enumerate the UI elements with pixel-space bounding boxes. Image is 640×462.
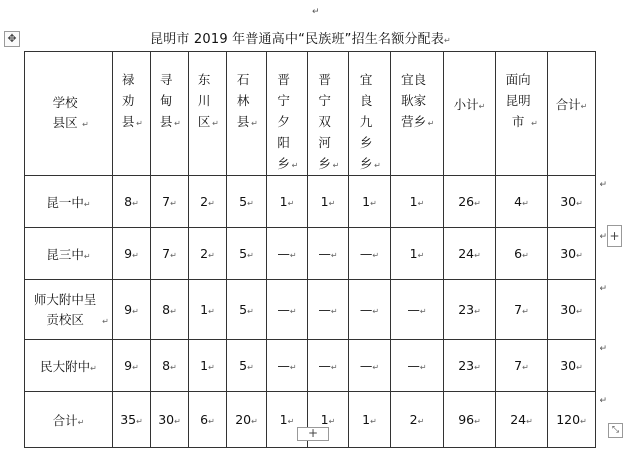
quota-value: — <box>359 358 373 373</box>
cell-end-mark: ↵ <box>522 363 529 372</box>
header-label: 合计 <box>555 97 581 112</box>
quota-cell[interactable] <box>444 392 496 448</box>
cell-end-mark: ↵ <box>372 251 380 260</box>
header-cell[interactable] <box>444 52 496 176</box>
quota-value: 9 <box>124 302 133 317</box>
cell-end-mark: ↵ <box>526 417 533 426</box>
quota-cell[interactable] <box>391 392 444 448</box>
quota-value: 4 <box>514 194 523 209</box>
quota-value: 5 <box>239 358 248 373</box>
cell-end-mark: ↵ <box>291 161 299 170</box>
quota-cell[interactable] <box>349 340 391 392</box>
quota-cell[interactable] <box>113 280 151 340</box>
quota-cell[interactable] <box>227 176 267 228</box>
header-label: 学校县区 <box>52 95 78 130</box>
quota-cell[interactable] <box>113 176 151 228</box>
quota-value: 7 <box>514 358 523 373</box>
cell-end-mark: ↵ <box>289 363 297 372</box>
quota-value: 30 <box>560 246 577 261</box>
quota-cell[interactable] <box>444 176 496 228</box>
cell-end-mark: ↵ <box>330 251 338 260</box>
cell-end-mark: ↵ <box>478 102 486 111</box>
quota-value: 5 <box>239 302 248 317</box>
quota-value: 5 <box>239 194 248 209</box>
quota-value: 2 <box>409 412 418 427</box>
cell-end-mark: ↵ <box>208 307 215 316</box>
cell-end-mark: ↵ <box>208 363 215 372</box>
quota-cell[interactable] <box>151 228 189 280</box>
quota-cell[interactable] <box>227 340 267 392</box>
quota-cell[interactable] <box>308 176 349 228</box>
cell-end-mark: ↵ <box>287 199 295 208</box>
quota-value: — <box>277 302 290 317</box>
quota-cell[interactable] <box>151 280 189 340</box>
row-end-mark: ↵ <box>599 232 607 242</box>
school-name: 民大附中 <box>40 358 91 374</box>
table-row <box>25 340 596 392</box>
quota-value: 6 <box>200 412 209 427</box>
quota-cell[interactable] <box>391 176 444 228</box>
cell-end-mark: ↵ <box>332 161 340 170</box>
quota-cell[interactable] <box>548 176 607 228</box>
cell-end-mark: ↵ <box>170 363 177 372</box>
cell-end-mark: ↵ <box>474 363 481 372</box>
quota-cell[interactable] <box>349 176 391 228</box>
quota-value: 96 <box>458 412 475 427</box>
cell-end-mark: ↵ <box>170 199 177 208</box>
quota-cell[interactable] <box>308 228 349 280</box>
cell-end-mark: ↵ <box>208 251 215 260</box>
quota-cell[interactable] <box>444 228 496 280</box>
cell-end-mark: ↵ <box>474 199 481 208</box>
cell-end-mark: ↵ <box>370 417 377 426</box>
quota-value: — <box>318 246 331 261</box>
quota-value: 7 <box>162 246 171 261</box>
cell-end-mark: ↵ <box>330 307 338 316</box>
quota-value: — <box>359 246 373 261</box>
quota-cell[interactable] <box>349 228 391 280</box>
quota-cell[interactable] <box>189 176 227 228</box>
cell-end-mark: ↵ <box>374 161 381 170</box>
header-cell[interactable] <box>227 52 267 176</box>
cell-end-mark: ↵ <box>576 363 583 372</box>
quota-value: 1 <box>200 302 209 317</box>
paragraph-mark-top: ↵ <box>312 7 320 17</box>
quota-value: 8 <box>124 194 133 209</box>
quota-value: 6 <box>514 246 523 261</box>
quota-cell[interactable] <box>227 280 267 340</box>
cell-end-mark: ↵ <box>580 102 588 111</box>
quota-value: — <box>277 246 290 261</box>
header-label: 晋宁双河乡 <box>318 72 331 171</box>
cell-end-mark: ↵ <box>330 363 338 372</box>
quota-cell[interactable] <box>349 392 391 448</box>
school-name-cell[interactable] <box>25 340 113 392</box>
quota-value: 1 <box>362 412 371 427</box>
quota-cell[interactable] <box>308 340 349 392</box>
header-row <box>25 52 596 176</box>
quota-value: — <box>407 302 420 317</box>
quota-value: 1 <box>362 194 371 209</box>
cell-end-mark: ↵ <box>136 119 143 128</box>
quota-cell[interactable] <box>113 228 151 280</box>
quota-value: — <box>407 358 420 373</box>
cell-end-mark: ↵ <box>174 119 181 128</box>
quota-cell[interactable] <box>548 228 607 280</box>
row-end-mark: ↵ <box>599 284 607 294</box>
cell-end-mark: ↵ <box>132 199 139 208</box>
cell-end-mark: ↵ <box>328 417 336 426</box>
quota-value: — <box>277 358 290 373</box>
header-label: 宜良耿家营乡 <box>401 72 427 129</box>
quota-value: 23 <box>458 358 475 373</box>
cell-end-mark: ↵ <box>287 417 295 426</box>
cell-end-mark: ↵ <box>417 199 425 208</box>
quota-value: — <box>359 302 373 317</box>
cell-end-mark: ↵ <box>102 316 109 326</box>
quota-value: 2 <box>200 246 209 261</box>
header-cell[interactable] <box>113 52 151 176</box>
cell-end-mark: ↵ <box>247 307 254 316</box>
quota-value: — <box>318 302 331 317</box>
cell-end-mark: ↵ <box>174 417 181 426</box>
quota-value: 1 <box>279 194 288 209</box>
quota-cell[interactable] <box>444 340 496 392</box>
row-end-mark: ↵ <box>599 180 607 190</box>
quota-cell[interactable] <box>227 392 267 448</box>
document-title <box>150 28 510 47</box>
quota-cell[interactable] <box>496 392 548 448</box>
header-cell[interactable] <box>391 52 444 176</box>
cell-end-mark: ↵ <box>417 251 425 260</box>
table-row <box>25 228 596 280</box>
header-label: 宜良九乡乡 <box>359 72 373 171</box>
header-label: 石林县 <box>236 72 250 129</box>
header-cell[interactable] <box>151 52 189 176</box>
cell-end-mark: ↵ <box>474 307 481 316</box>
cell-end-mark: ↵ <box>522 199 529 208</box>
cell-end-mark: ↵ <box>370 199 377 208</box>
cell-end-mark: ↵ <box>132 307 139 316</box>
quota-value: 1 <box>279 412 288 427</box>
quota-value: 8 <box>162 302 171 317</box>
quota-cell[interactable] <box>444 280 496 340</box>
school-name-cell[interactable] <box>25 280 113 340</box>
quota-cell[interactable] <box>496 176 548 228</box>
cell-end-mark: ↵ <box>132 251 139 260</box>
quota-value: 9 <box>124 358 133 373</box>
cell-end-mark: ↵ <box>522 251 529 260</box>
title-text: 昆明市 2019 年普通高中“民族班”招生名额分配表 <box>150 32 445 47</box>
cell-end-mark: ↵ <box>576 251 583 260</box>
quota-cell[interactable] <box>267 228 308 280</box>
cell-end-mark: ↵ <box>170 251 177 260</box>
row-end-mark: ↵ <box>599 344 607 354</box>
quota-value: 7 <box>514 302 523 317</box>
quota-cell[interactable] <box>113 392 151 448</box>
cell-end-mark: ↵ <box>372 307 380 316</box>
cell-end-mark: ↵ <box>208 417 215 426</box>
cell-end-mark: ↵ <box>132 363 139 372</box>
cell-end-mark: ↵ <box>247 251 254 260</box>
cell-end-mark: ↵ <box>522 307 529 316</box>
quota-cell[interactable] <box>548 392 607 448</box>
quota-cell[interactable] <box>151 340 189 392</box>
cell-end-mark: ↵ <box>212 119 219 128</box>
quota-cell[interactable] <box>189 340 227 392</box>
header-label: 晋宁夕阳乡 <box>277 72 290 171</box>
quota-value: 2 <box>200 194 209 209</box>
quota-value: 1 <box>320 194 329 209</box>
school-name-cell[interactable] <box>25 176 113 228</box>
quota-value: 5 <box>239 246 248 261</box>
quota-value: 24 <box>458 246 475 261</box>
cell-end-mark: ↵ <box>170 307 177 316</box>
quota-cell[interactable] <box>227 228 267 280</box>
header-label: 寻甸县 <box>159 72 173 129</box>
quota-cell[interactable] <box>189 228 227 280</box>
paragraph-mark: ↵ <box>444 36 451 45</box>
header-cell[interactable] <box>25 52 113 176</box>
quota-value: 35 <box>120 412 137 427</box>
cell-end-mark: ↵ <box>90 363 97 373</box>
quota-cell[interactable] <box>548 280 607 340</box>
table-move-handle-icon[interactable]: ✥ <box>4 31 20 47</box>
cell-end-mark: ↵ <box>247 199 254 208</box>
quota-cell[interactable] <box>151 392 189 448</box>
quota-cell[interactable] <box>496 280 548 340</box>
cell-end-mark: ↵ <box>289 251 297 260</box>
quota-value: 24 <box>510 412 527 427</box>
cell-end-mark: ↵ <box>576 307 583 316</box>
add-column-button[interactable]: + <box>607 225 622 247</box>
school-name-cell[interactable] <box>25 228 113 280</box>
cell-end-mark: ↵ <box>328 199 336 208</box>
row-end-mark: ↵ <box>599 396 607 406</box>
quota-cell[interactable] <box>189 280 227 340</box>
header-cell[interactable] <box>308 52 349 176</box>
table-row <box>25 176 596 228</box>
school-name: 合计 <box>52 412 78 428</box>
cell-end-mark: ↵ <box>82 120 89 129</box>
quota-cell[interactable] <box>151 176 189 228</box>
quota-cell[interactable] <box>267 340 308 392</box>
cell-end-mark: ↵ <box>83 251 91 261</box>
cell-end-mark: ↵ <box>419 307 427 316</box>
header-cell[interactable] <box>267 52 308 176</box>
table-row <box>25 280 596 340</box>
cell-end-mark: ↵ <box>247 363 254 372</box>
quota-cell[interactable] <box>189 392 227 448</box>
quota-value: 30 <box>560 358 577 373</box>
cell-end-mark: ↵ <box>251 119 258 128</box>
quota-cell[interactable] <box>496 228 548 280</box>
header-cell[interactable] <box>548 52 596 176</box>
table-resize-handle-icon[interactable]: ⤡ <box>608 423 623 438</box>
quota-value: 1 <box>320 412 329 427</box>
quota-value: 1 <box>409 194 418 209</box>
quota-value: 9 <box>124 246 133 261</box>
cell-end-mark: ↵ <box>474 251 481 260</box>
cell-end-mark: ↵ <box>576 199 583 208</box>
cell-end-mark: ↵ <box>419 363 427 372</box>
quota-cell[interactable] <box>391 280 444 340</box>
quota-cell[interactable] <box>267 176 308 228</box>
cell-end-mark: ↵ <box>580 417 587 426</box>
school-name-cell[interactable] <box>25 392 113 448</box>
quota-value: 1 <box>409 246 418 261</box>
quota-cell[interactable] <box>496 340 548 392</box>
quota-value: — <box>318 358 331 373</box>
cell-end-mark: ↵ <box>531 119 538 128</box>
quota-cell[interactable] <box>308 280 349 340</box>
header-label: 东川区 <box>197 72 211 129</box>
quota-cell[interactable] <box>391 340 444 392</box>
cell-end-mark: ↵ <box>251 417 258 426</box>
quota-value: 23 <box>458 302 475 317</box>
header-cell[interactable] <box>496 52 548 176</box>
quota-cell[interactable] <box>391 228 444 280</box>
cell-end-mark: ↵ <box>83 199 91 209</box>
quota-value: 26 <box>458 194 475 209</box>
quota-cell[interactable] <box>548 340 607 392</box>
school-name: 昆三中 <box>46 246 84 262</box>
cell-end-mark: ↵ <box>427 119 435 128</box>
school-name: 师大附中呈贡校区 <box>33 291 97 327</box>
header-cell[interactable] <box>189 52 227 176</box>
header-label: 小计 <box>453 97 479 112</box>
quota-cell[interactable] <box>113 340 151 392</box>
header-label: 禄劝县 <box>121 72 135 129</box>
quota-table <box>24 51 607 448</box>
cell-end-mark: ↵ <box>417 417 425 426</box>
cell-end-mark: ↵ <box>372 363 380 372</box>
quota-value: 7 <box>162 194 171 209</box>
quota-value: 1 <box>200 358 209 373</box>
school-name: 昆一中 <box>46 194 84 210</box>
quota-value: 8 <box>162 358 171 373</box>
cell-end-mark: ↵ <box>474 417 481 426</box>
add-row-button[interactable]: + <box>297 427 329 441</box>
quota-value: 120 <box>556 412 581 427</box>
cell-end-mark: ↵ <box>136 417 143 426</box>
quota-cell[interactable] <box>349 280 391 340</box>
quota-value: 20 <box>235 412 252 427</box>
quota-cell[interactable] <box>267 280 308 340</box>
header-cell[interactable] <box>349 52 391 176</box>
quota-value: 30 <box>560 194 577 209</box>
cell-end-mark: ↵ <box>208 199 215 208</box>
quota-value: 30 <box>158 412 175 427</box>
quota-value: 30 <box>560 302 577 317</box>
cell-end-mark: ↵ <box>77 417 85 427</box>
cell-end-mark: ↵ <box>289 307 297 316</box>
header-label: 面向昆明市 <box>505 72 531 129</box>
